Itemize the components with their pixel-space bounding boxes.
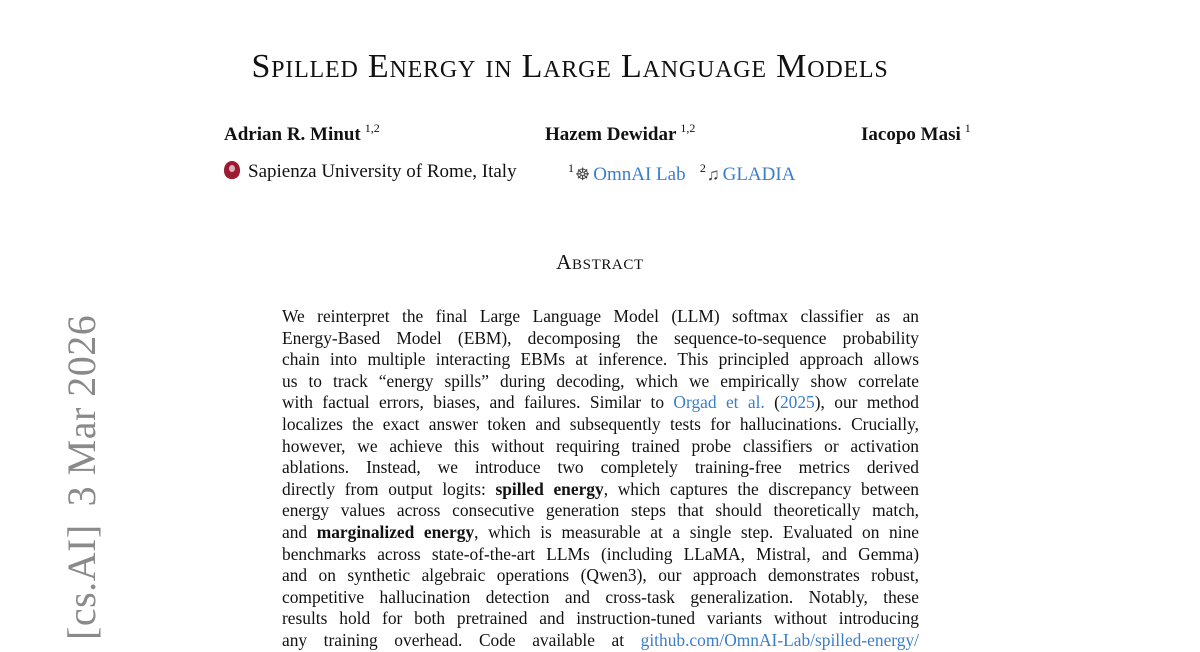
abstract-line: and marginalized energy, which is measurable at a single step. Evaluated on nine [282,521,919,542]
abstract-line: Energy-Based Model (EBM), decomposing the sequence-to-sequence probability [282,327,919,348]
abstract-line: results hold for both pretrained and instruction-tuned variants without introducing [282,608,919,629]
term-marginalized-energy: marginalized energy [316,521,475,542]
abstract-line: directly from output logits: spilled energy, which captures the discrepancy between [282,478,919,499]
code-link[interactable]: github.com/OmnAI-Lab/spilled-energy/ [640,629,919,650]
abstract-line: energy values across consecutive generation steps that should theoretically match, [282,500,919,521]
abstract-line: ablations. Instead, we introduce two completely training-free metrics derived [282,457,919,478]
abstract-line: chain into multiple interacting EBMs at inference. This principled approach allows [282,349,919,370]
term-spilled-energy: spilled energy [495,478,604,499]
author-affiliation-marks: 1,2 [680,121,696,135]
abstract-line: benchmarks across state-of-the-art LLMs (including LLaMA, Mistral, and Gemma) [282,543,919,564]
author-affiliation-marks: 1 [964,121,971,135]
arxiv-category[interactable]: [cs.AI] [59,524,104,640]
abstract-heading: Abstract [556,250,644,274]
author-masi [861,121,971,146]
abstract-line: competitive hallucination detection and cross-task generalization. Notably, these [282,586,919,607]
abstract-line: localizes the exact answer token and subsequently tests for hallucinations. Crucially, [282,413,919,434]
affiliation-university [224,161,517,183]
lab2-mark: 2 [699,161,706,175]
author-dewidar [545,121,695,146]
omnai-lab-link[interactable]: OmnAI Lab [593,164,686,185]
gladia-link[interactable]: GLADIA [722,164,796,185]
affiliation-labs [568,161,795,186]
university-name: Sapienza University of Rome, Italy [248,161,517,182]
abstract-line: any training overhead. Code available at github.com/OmnAI-Lab/spilled-energy/ [282,629,919,650]
author-name: Adrian R. Minut [224,124,361,145]
abstract-body [282,306,919,652]
author-name: Iacopo Masi [861,124,961,145]
abstract-line: with factual errors, biases, and failures. Similar to Orgad et al. (2025), our method [282,392,920,413]
omnai-lab-icon: ☸ [575,165,591,184]
abstract-line: us to track “energy spills” during decoding, which we empirically show correlate [282,370,919,391]
lab1-mark: 1 [568,161,574,175]
arxiv-stamp [58,297,105,640]
gladia-icon: ♫ [706,165,720,184]
author-affiliation-marks: 1,2 [364,121,380,135]
author-minut [224,121,380,146]
abstract-line: We reinterpret the final Large Language Model (LLM) softmax classifier as an [282,306,919,326]
abstract-line: and on synthetic algebraic operations (Qwen3), our approach demonstrates robust, [282,565,919,586]
arxiv-date: 3 Mar 2026 [59,314,104,507]
paper-title: Spilled Energy in Large Language Models [251,48,889,85]
citation-year[interactable]: 2025 [779,392,815,413]
sapienza-seal-icon [224,161,240,179]
author-name: Hazem Dewidar [545,124,677,145]
citation-orgad[interactable]: Orgad et al. [673,392,765,413]
abstract-line: however, we achieve this without requiring trained probe classifiers or activation [282,435,919,456]
